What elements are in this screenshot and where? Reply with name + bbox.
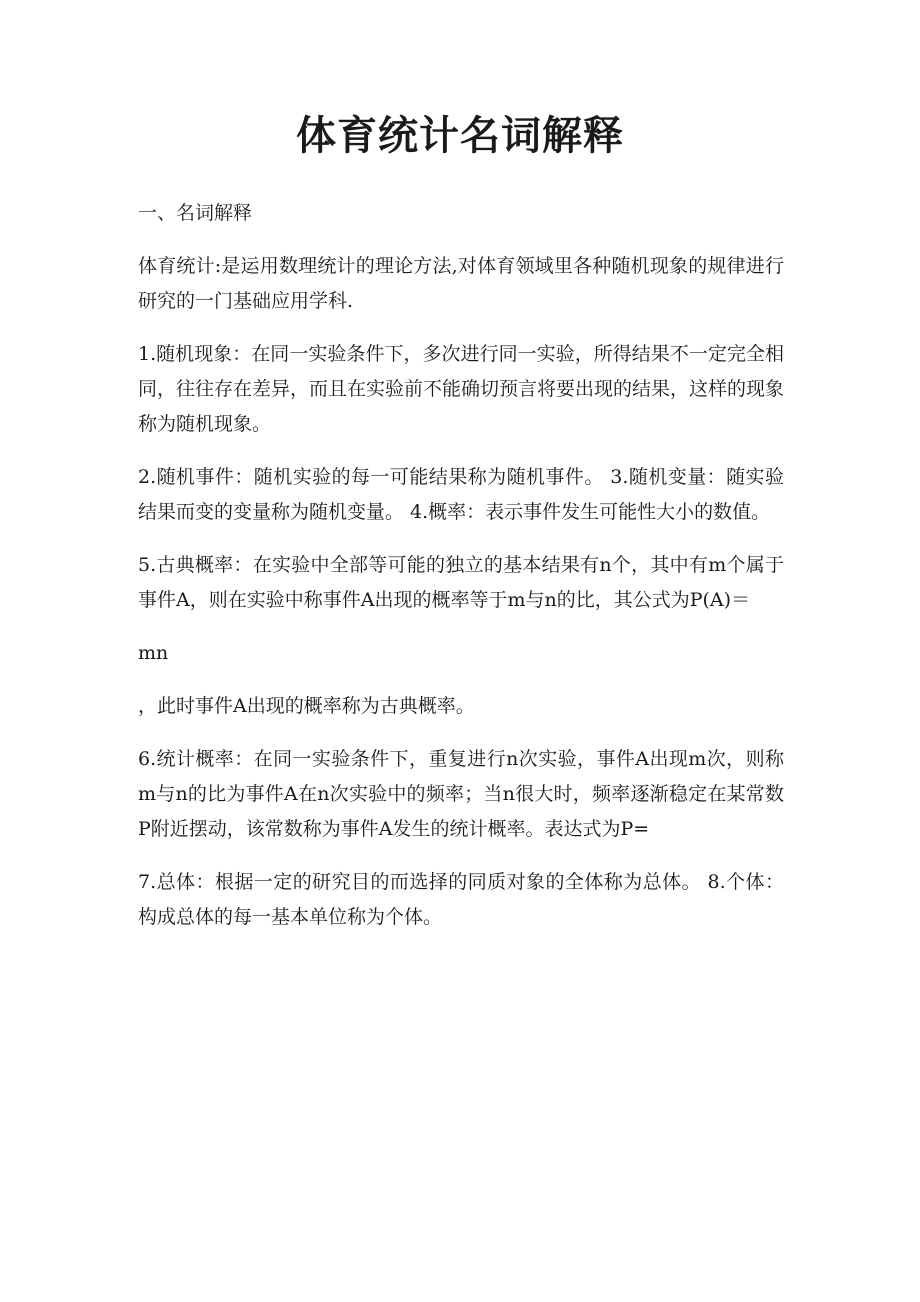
paragraph-sports-statistics: 体育统计:是运用数理统计的理论方法,对体育领域里各种随机现象的规律进行研究的一门基础应用学科.: [138, 255, 784, 312]
paragraph-random-event-variable-probability: 2.随机事件：随机实验的每一可能结果称为随机事件。 3.随机变量：随实验结果而变的变量称为随机变量。 4.概率：表示事件发生可能性大小的数值。: [138, 466, 784, 523]
document-title: 体育统计名词解释: [296, 113, 624, 159]
paragraph-classical-probability: 5.古典概率：在实验中全部等可能的独立的基本结果有n个，其中有m个属于事件A，则在实验中称事件A出现的概率等于m与n的比，其公式为P(A)＝: [138, 554, 784, 611]
paragraph-classical-probability-continued: ，此时事件A出现的概率称为古典概率。: [138, 695, 475, 717]
formula-fraction-text: mn: [138, 642, 169, 664]
paragraph-random-phenomenon: 1.随机现象：在同一实验条件下，多次进行同一实验，所得结果不一定完全相同，往往存在差异，而且在实验前不能确切预言将要出现的结果，这样的现象称为随机现象。: [138, 343, 785, 435]
paragraph-statistical-probability: 6.统计概率：在同一实验条件下，重复进行n次实验，事件A出现m次，则称m与n的比为事件A在n次实验中的频率；当n很大时，频率逐渐稳定在某常数P附近摆动，该常数称为事件A发生的统计概率。表达式为P=: [138, 748, 784, 840]
paragraph-population-individual: 7.总体：根据一定的研究目的而选择的同质对象的全体称为总体。 8.个体：构成总体的每一基本单位称为个体。: [138, 871, 784, 928]
document-body: [138, 196, 784, 953]
section-heading: 一、名词解释: [138, 202, 253, 224]
